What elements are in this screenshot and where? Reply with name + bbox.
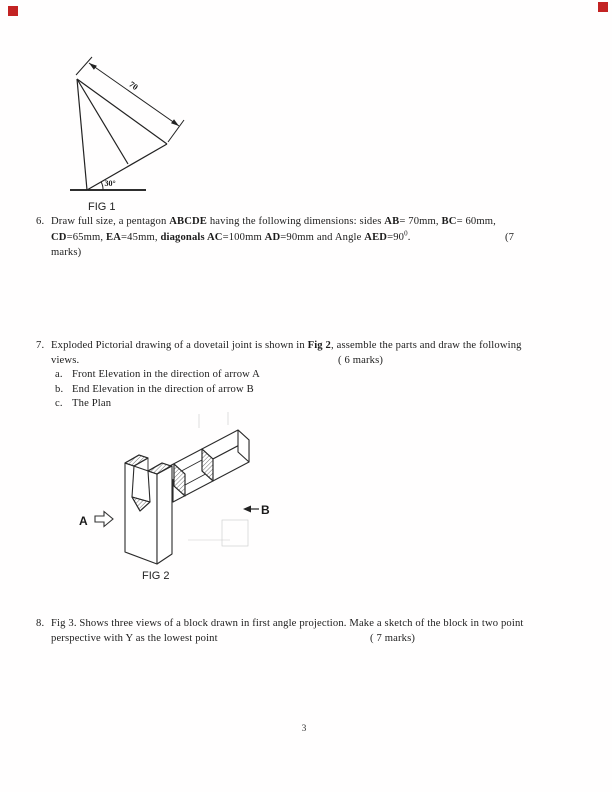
question-8 [36,616,576,646]
fig2-arrow-a-label: A [79,514,88,528]
fig1-angle-label: 30° [104,179,116,188]
fig1-caption: FIG 1 [88,201,116,213]
fig1-drawing [60,50,200,218]
question-6-line-1: Draw full size, a pentagon ABCDE having the following dimensions: sides AB= 70mm, BC= 60mm, [51,216,496,227]
fig2-arrow-b-label: B [261,503,270,517]
fig2-rail [162,430,249,502]
fig1-triangle-lines [70,57,184,190]
fig2-caption: FIG 2 [142,570,170,582]
question-6-line-2: CD=65mm, EA=45mm, diagonals AC=100mm AD=90mm and Angle $AED=90^0$. (7 [51,230,576,246]
question-8-marks: ( 7 marks) [370,633,416,644]
question-6-line-3: marks) [51,247,82,258]
fig1-dimension-label: 70 [127,79,141,93]
question-7-line-2: views. ( 6 marks) [51,354,576,369]
question-6-number: 6. [36,216,45,227]
question-6 [36,214,576,261]
question-6-marks: (7 [505,231,515,243]
fig2-post [125,455,172,564]
arrow-b-icon [243,506,259,513]
question-8-number: 8. [36,618,45,629]
arrow-a-icon [95,512,113,527]
question-7-line-1: Exploded Pictorial drawing of a dovetail joint is shown in Fig 2, assemble the parts and draw the following [51,340,522,351]
question-8-line-2: perspective with Y as the lowest point ( 7 marks) [51,633,416,644]
question-8-line-1: Fig 3. Shows three views of a block drawn in first angle projection. Make a sketch of the block in two point [51,618,524,629]
red-corner-mark-top-left [8,6,18,16]
question-7-marks: ( 6 marks) [338,354,384,366]
page-number: 3 [301,724,307,734]
question-7-item-b: b. End Elevation in the direction of arrow B [55,383,254,395]
question-7-item-c: c. The Plan [55,398,112,410]
red-corner-mark-top-right [598,2,608,12]
question-7 [36,339,576,412]
question-7-item-a: a. Front Elevation in the direction of arrow A [55,369,260,381]
question-7-number: 7. [36,340,45,351]
fig2-drawing [70,412,280,587]
